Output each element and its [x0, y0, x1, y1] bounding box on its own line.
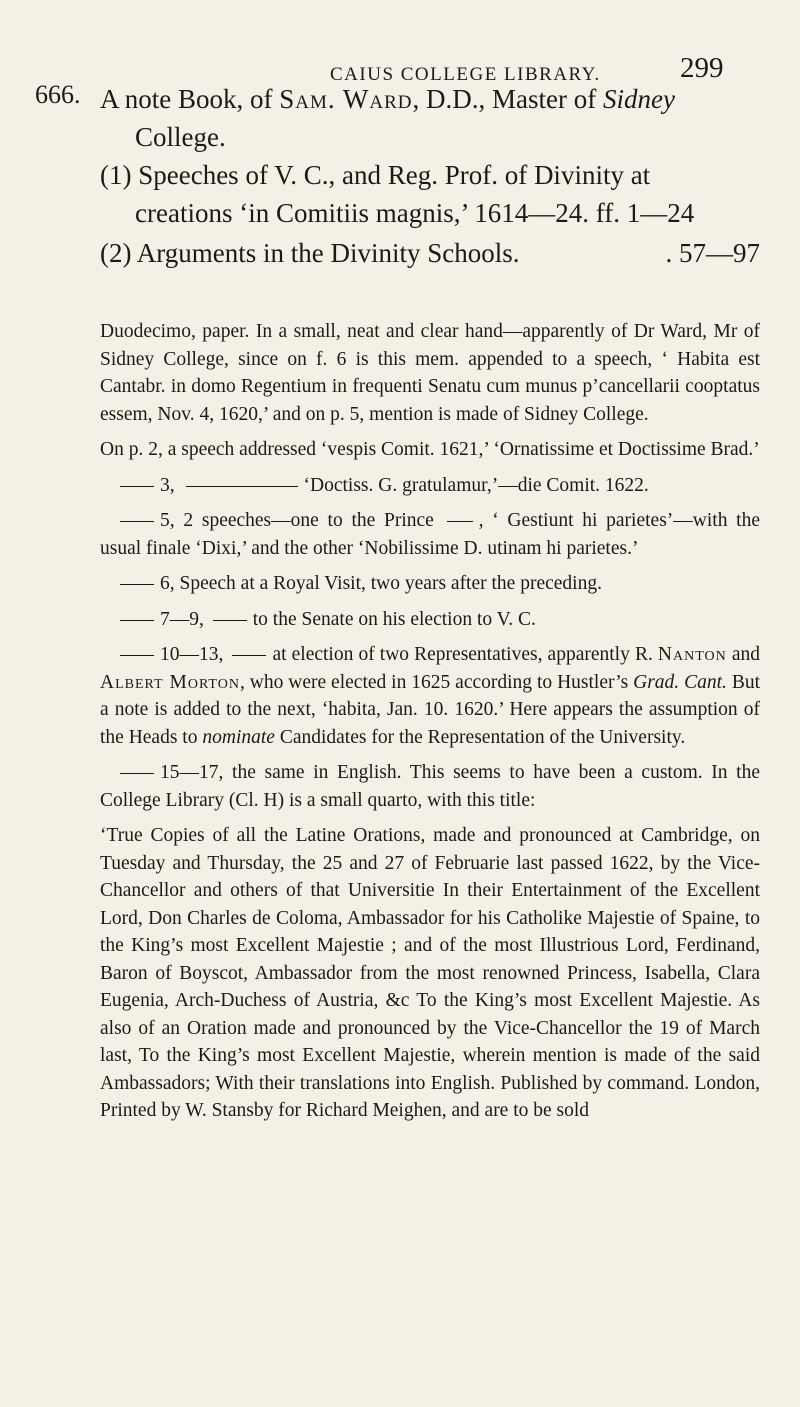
- paragraph-p10: [100, 641, 760, 751]
- person-name: Nanton: [657, 644, 727, 665]
- title-part-a: A note Book, of: [100, 84, 273, 114]
- ditto-dash: [120, 521, 154, 522]
- person-name: Albert Morton: [100, 671, 240, 693]
- cited-work: Grad. Cant.: [633, 671, 727, 693]
- paragraph-text: 15—17, the same in English. This seems to have been a custom. In the College Library (Cl. H) is a small quarto, with this title:: [100, 762, 760, 811]
- paragraph-text: at election of two Representatives, apparently R.: [272, 644, 653, 665]
- paragraph-text: to the Senate on his election to V. C.: [252, 608, 536, 630]
- ditto-dash: [120, 584, 154, 585]
- page-ref: 7—9,: [160, 608, 204, 630]
- paragraph-text: But a note is added to the next, ‘habita, Jan. 10. 1620.’ Here appears the assumption of the Heads to: [100, 671, 760, 748]
- emphasis: nominate: [202, 726, 275, 748]
- paragraph-text: 5, 2 speeches—one to the Prince: [160, 510, 434, 531]
- item2-text: (2) Arguments in the Divinity Schools.: [100, 238, 520, 268]
- contents-item-1: [100, 156, 760, 232]
- paragraph-quarto-title: ‘True Copies of all the Latine Orations, made and pronounced at Cambridge, on Tuesday and Thursday, the 25 and 27 of Februarie last passed 1622, by the Vice-Chancellor and others of that Universitie In their Entertainment of the Excellent Lord, Don Charles de Coloma, Ambassador for his Catholike Majestie of Spaine, to the King’s most Excellent Majestie ; and of the most Illustrious Lord, Ferdinand, Baron of Boyscot, Ambassador from the most renowned Princess, Isabella, Clara Eugenia, Arch-Duchess of Austria, &c To the King’s most Excellent Majestie. As also of an Oration made and pronounced by the Vice-Chancellor the 19 of March last, To the King’s most Excellent Majestie, wherein mention is made of the said Ambassadors; With their translations into English. Published by command. London, Printed by W. Stansby for Richard Meighen, and are to be sold: [100, 825, 760, 1121]
- page-ref: 10—13,: [160, 644, 224, 665]
- paragraph-text: Candidates for the Representation of the University.: [279, 726, 686, 748]
- ditto-dash: [213, 620, 247, 621]
- title-part-c: College.: [135, 122, 226, 152]
- paragraph-text: , ‘ Gestiunt hi parietes’—with the usual finale ‘Dixi,’ and the other ‘Nobilissime D. utinam hi parietes.’: [100, 510, 761, 559]
- paragraph-p6: [100, 570, 760, 598]
- contents-item-2: [100, 234, 760, 272]
- item2-range: . 57—97: [665, 238, 760, 268]
- ditto-dash: [120, 486, 154, 487]
- title-part-b: , D.D., Master of: [412, 84, 597, 114]
- author-name: Sam. Ward: [279, 84, 413, 114]
- ditto-dash: [447, 521, 473, 522]
- page-number: 299: [680, 52, 724, 84]
- paragraph-p2: On p. 2, a speech addressed ‘vespis Comit. 1621,’ ‘Ornatissime et Doctissime Brad.’: [100, 439, 760, 460]
- paragraph-p15: [100, 759, 760, 814]
- entry-title: [100, 80, 760, 156]
- entry-number: 666.: [35, 80, 81, 109]
- ditto-dash: [186, 486, 298, 487]
- paragraph-p7: [100, 606, 760, 634]
- paragraph-p3: [100, 472, 760, 500]
- description: [100, 318, 760, 1133]
- running-head: CAIUS COLLEGE LIBRARY.: [330, 64, 601, 85]
- item1-line1: (1) Speeches of V. C., and Reg. Prof. of Divinity at: [100, 160, 651, 190]
- ditto-dash: [120, 620, 154, 621]
- college-name: Sidney: [602, 84, 675, 114]
- page-ref: 3,: [160, 474, 175, 496]
- ditto-dash: [120, 773, 154, 774]
- paragraph-description: Duodecimo, paper. In a small, neat and clear hand—apparently of Dr Ward, Mr of Sidney College, since on f. 6 is this mem. appended to a speech, ‘ Habita est Cantabr. in domo Regentium in frequenti Senatu cum munus p’cancellarii cooptatus essem, Nov. 4, 1620,’ and on p. 5, mention is made of Sidney College.: [100, 321, 760, 425]
- paragraph-text: and: [731, 644, 760, 665]
- paragraph-text: ‘Doctiss. G. gratulamur,’—die Comit. 1622.: [303, 474, 649, 496]
- paragraph-p5: [100, 507, 760, 562]
- ditto-dash: [232, 655, 266, 656]
- item1-line2: creations ‘in Comitiis magnis,’ 1614—24. ff. 1—24: [135, 198, 695, 228]
- paragraph-text: 6, Speech at a Royal Visit, two years after the preceding.: [160, 573, 602, 594]
- ditto-dash: [120, 655, 154, 656]
- paragraph-text: , who were elected in 1625 according to Hustler’s: [239, 671, 629, 693]
